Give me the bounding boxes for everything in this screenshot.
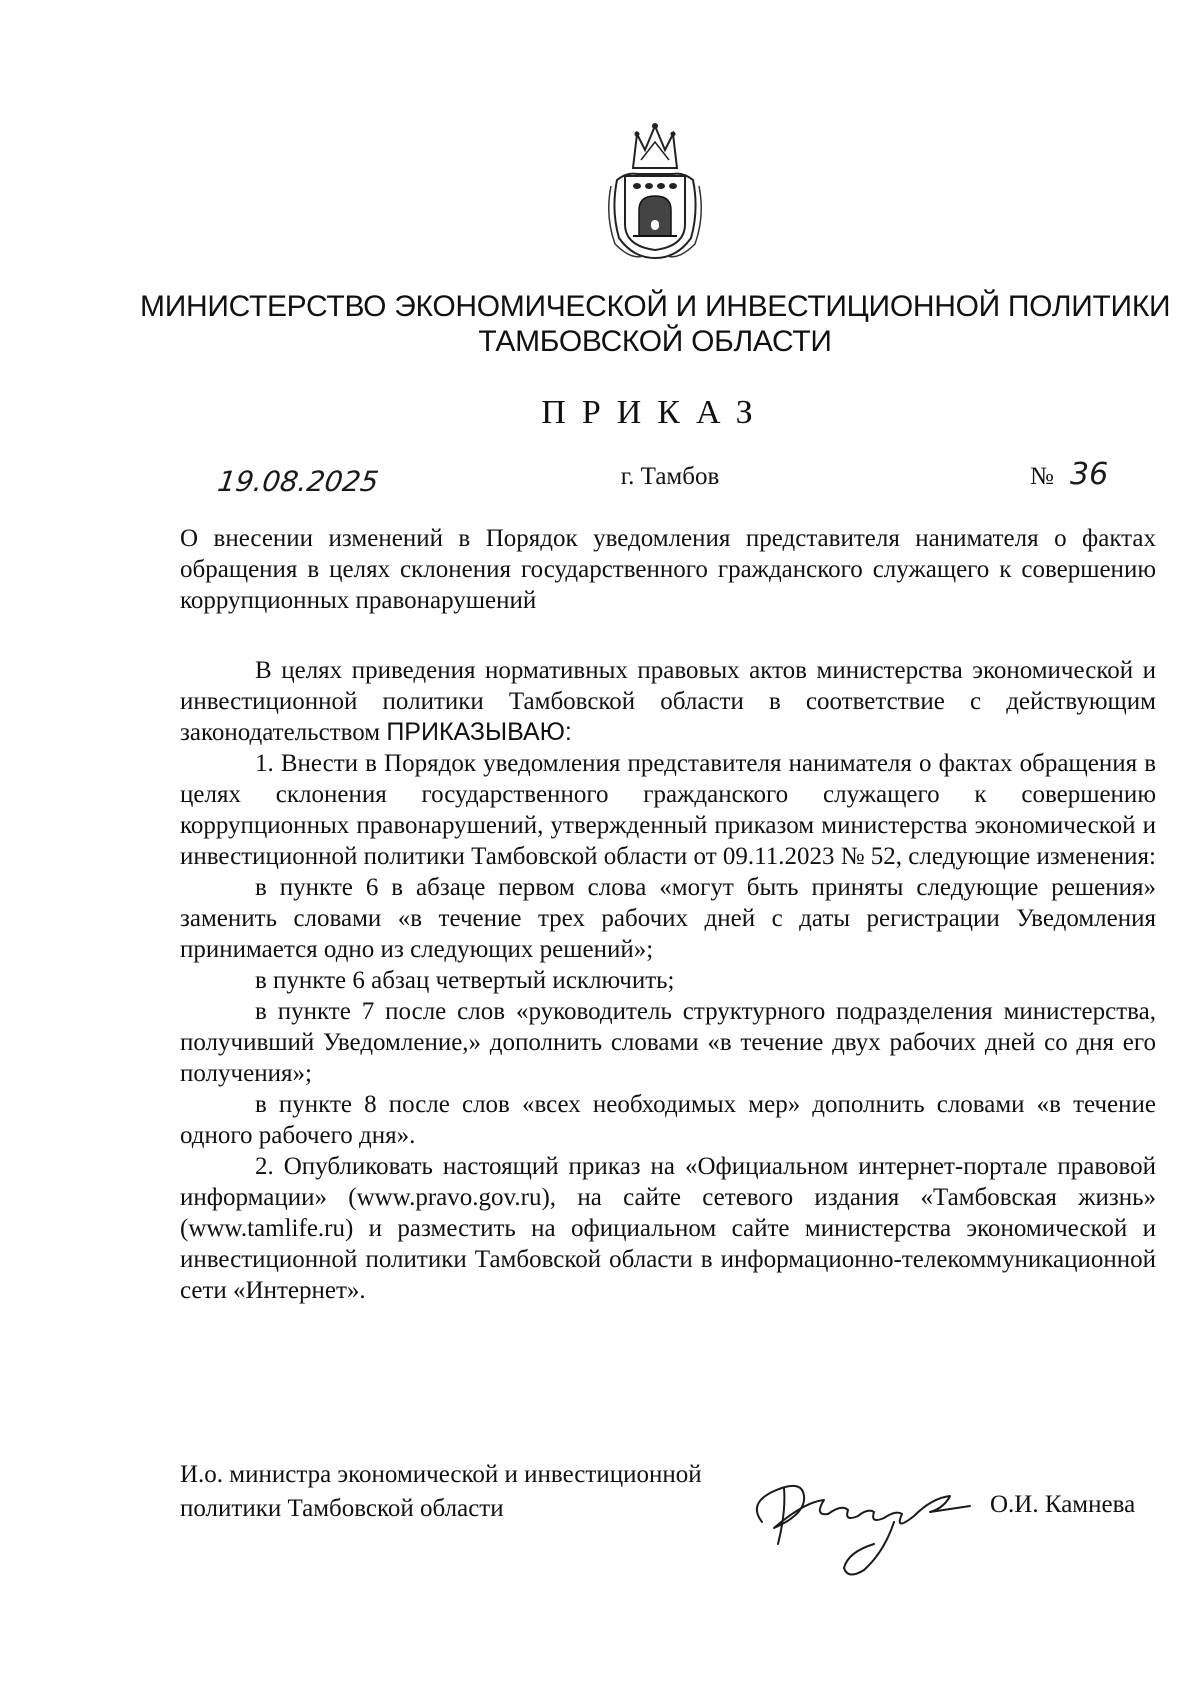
signatory-position — [180, 1458, 702, 1526]
document-city: г. Тамбов — [620, 463, 720, 490]
body-item: в пункте 6 в абзаце первом слова «могут быть приняты следующие решения» заменить словами «в течение трех рабочих дней с даты регистрации Уведомления принимается одно из следующих решений»; — [180, 874, 1156, 963]
coat-of-arms-icon — [603, 120, 707, 260]
body-item: в пункте 7 после слов «руководитель структурного подразделения министерства, получивший Уведомление,» дополнить словами «в течение двух рабочих дней со дня его получения»; — [180, 998, 1156, 1087]
ministry-name — [140, 289, 1170, 359]
signatory-position-line1: И.о. министра экономической и инвестиционной — [180, 1461, 702, 1488]
signatory-position-line2: политики Тамбовской области — [180, 1495, 504, 1522]
handwritten-signature-icon — [744, 1452, 974, 1582]
document-date: 19.08.2025 — [215, 465, 381, 498]
document-body — [180, 655, 1156, 1306]
body-item: в пункте 6 абзац четвертый исключить; — [255, 967, 675, 994]
document-number: 36 — [1070, 457, 1109, 492]
body-item: в пункте 8 после слов «всех необходимых мер» дополнить словами «в течение одного рабочего дня». — [180, 1091, 1156, 1149]
signatory-name: О.И. Камнева — [990, 1491, 1136, 1518]
order-word: ПРИКАЗЫВАЮ: — [386, 718, 572, 746]
document-subject — [180, 523, 1156, 616]
ministry-name-line2: ТАМБОВСКОЙ ОБЛАСТИ — [478, 325, 832, 358]
body-item: 2. Опубликовать настоящий приказ на «Официальном интернет-портале правовой информации» (www.pravo.gov.ru), на сайте сетевого издания «Тамбовская жизнь» (www.tamlife.ru) и разместить на официальном сайте министерства экономической и инвестиционной политики Тамбовской области в информационно-телекоммуникационной сети «Интернет». — [180, 1153, 1156, 1304]
preamble-paragraph — [180, 655, 1156, 748]
document-number-label: № — [1030, 463, 1054, 490]
document-type-title: ПРИКАЗ — [541, 394, 769, 431]
subject-text: О внесении изменений в Порядок уведомления представителя нанимателя о фактах обращения в целях склонения государственного гражданского служащего к совершению коррупционных правонарушений — [180, 525, 1156, 614]
body-item: 1. Внести в Порядок уведомления представителя нанимателя о фактах обращения в целях склонения государственного гражданского служащего к совершению коррупционных правонарушений, утвержденный приказом министерства экономической и инвестиционной политики Тамбовской области от 09.11.2023 № 52, следующие изменения: — [180, 750, 1157, 870]
preamble-text: В целях приведения нормативных правовых актов министерства экономической и инвестиционной политики Тамбовской области в соответствие с действующим законодательством — [180, 657, 1156, 746]
ministry-name-line1: МИНИСТЕРСТВО ЭКОНОМИЧЕСКОЙ И ИНВЕСТИЦИОННОЙ ПОЛИТИКИ — [140, 290, 1171, 323]
